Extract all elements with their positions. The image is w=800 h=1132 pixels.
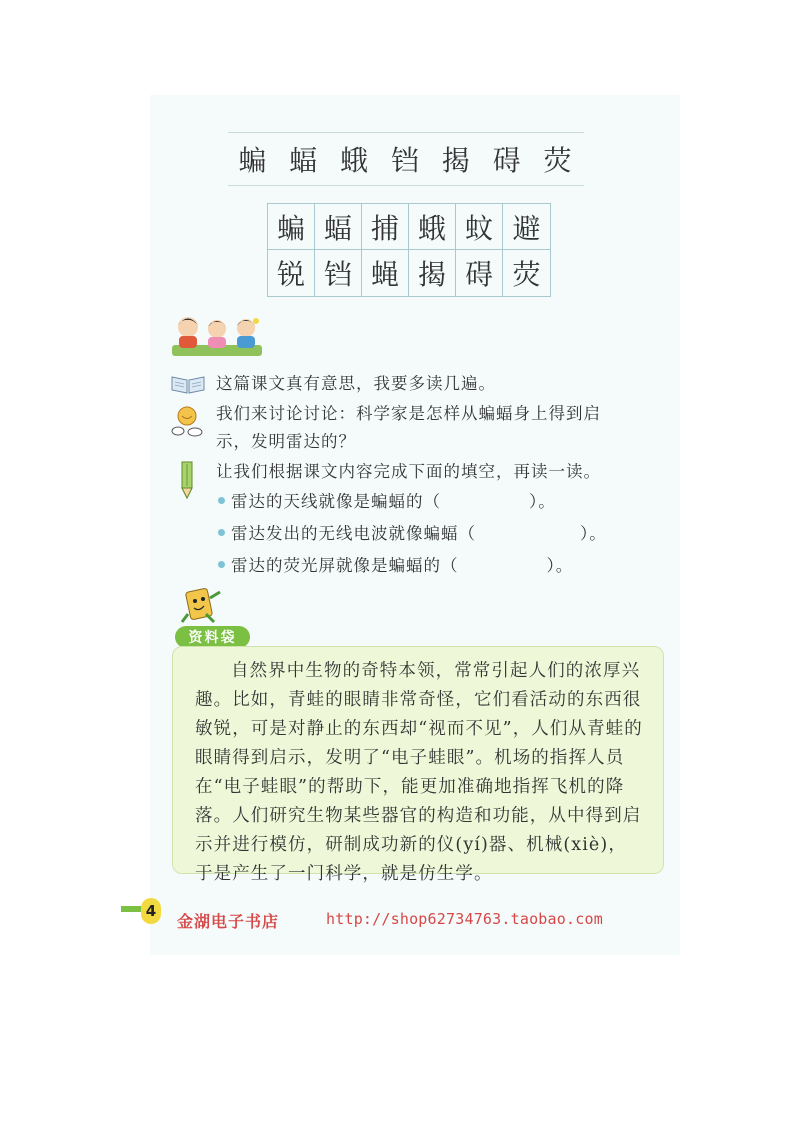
watermark-shop-url: http://shop62734763.taobao.com [326,910,603,928]
grid-cell: 碍 [456,250,503,296]
grid-cell: 蛾 [409,204,456,250]
header-char: 碍 [492,144,523,177]
fill-blank-item [218,552,573,576]
grid-cell: 捕 [362,204,409,250]
info-bag-label: 资料袋 [175,626,250,648]
header-char: 荧 [543,144,574,177]
bullet-dot [218,529,225,536]
fill-blank-item [218,520,607,544]
header-char: 蛾 [340,144,371,177]
discuss-prompt-row [170,400,601,456]
header-char: 蝠 [289,144,320,177]
grid-cell: 蝙 [268,204,315,250]
fill-intro-text: 让我们根据课文内容完成下面的填空，再读一读。 [216,462,601,481]
grid-cell: 避 [503,204,550,250]
info-bag-box [172,646,664,884]
fill-blank-end: ）。 [546,556,574,575]
bullet-dot [218,561,225,568]
fill-blank-item [218,488,556,512]
chat-bubbles-icon [170,403,204,439]
grid-cell: 锐 [268,250,315,296]
discuss-text-2: 示，发明雷达的？ [216,432,356,451]
grid-cell: 铛 [315,250,362,296]
character-grid [267,203,551,297]
fill-blank-end: ）。 [529,492,556,511]
discuss-text-1: 我们来讨论讨论：科学家是怎样从蝙蝠身上得到启 [216,404,601,423]
fill-blank-text: 雷达的天线就像是蝙蝠的（ [231,492,441,511]
header-char: 蝙 [238,144,269,177]
fill-blank-text: 雷达发出的无线电波就像蝙蝠（ [231,524,476,543]
fill-blank-text: 雷达的荧光屏就像是蝙蝠的（ [231,556,459,575]
grid-cell: 蝇 [362,250,409,296]
header-char: 铛 [390,144,421,177]
info-bag-text: 自然界中生物的奇特本领，常常引起人们的浓厚兴趣。比如，青蛙的眼睛非常奇怪，它们看活动的东西很敏锐，可是对静止的东西却“视而不见”，人们从青蛙的眼睛得到启示，发明了“电子蛙眼”。机场的指挥人员在“电子蛙眼”的帮助下，能更加准确地指挥飞机的降落。人们研究生物某些器官的构造和功能，从中得到启示并进行模仿，研制成功新的仪(yí)器、机械(xiè)，于是产生了一门科学，就是仿生学。 [195,661,643,884]
fill-blank-end: ）。 [580,524,607,543]
read-prompt-row [170,370,496,398]
grid-cell: 荧 [512,258,541,291]
bullet-dot [218,497,225,504]
book-mascot-icon [176,584,226,628]
read-prompt-text: 这篇课文真有意思，我要多读几遍。 [216,374,496,393]
header-characters [228,132,584,186]
page-number: 4 [141,898,161,924]
open-book-icon [170,373,206,395]
pencil-icon [176,460,198,500]
header-char: 揭 [441,144,472,177]
grid-cell: 揭 [409,250,456,296]
watermark-shop-name: 金湖电子书店 [177,912,280,931]
three-children-icon [170,312,265,358]
grid-cell: 蚊 [456,204,503,250]
grid-cell: 蝠 [315,204,362,250]
